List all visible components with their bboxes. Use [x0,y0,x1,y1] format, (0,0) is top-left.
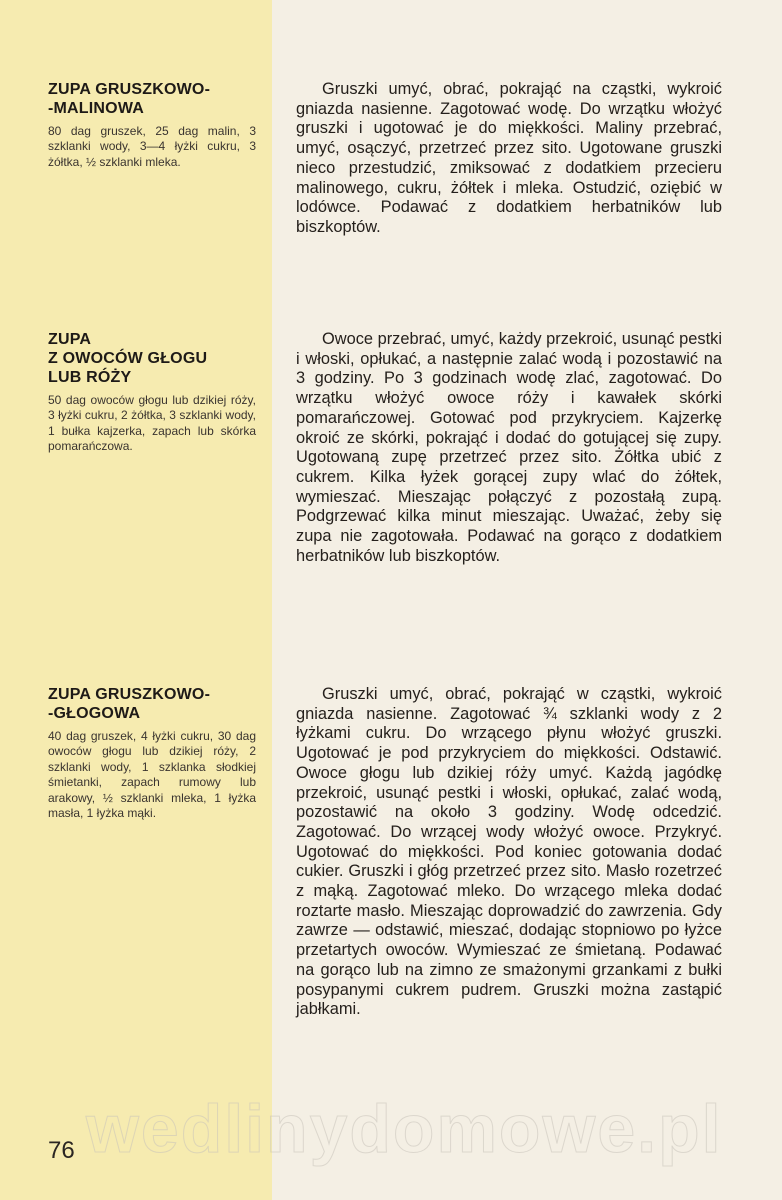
recipe-3-instructions: Gruszki umyć, obrać, pokrająć w cząstki, wykroić gniazda nasienne. Zagotować ¾ szklanki wody z 2 łyżkami cukru. Do wrzącego płynu włożyć gruszki. Ugotować je pod przykryciem do miękkości. Odstawić. Owoce głogu lub dzikiej róży umyć. Każdą jagódkę przekroić, usunąć pestki i włoski, opłukać, zalać wodą, pozostawić na około 3 godziny. Wodę odcedzić. Zagotować. Do wrzącej wody włożyć owoce. Przykryć. Ugotować do miękkości. Pod koniec gotowania dodać cukier. Gruszki i głóg przetrzeć przez sito. Masło rozetrzeć z mąką. Zagotować mleko. Do wrzącego mleka dodać roztarte masło. Mieszając doprowadzić do zawrzenia. Gdy zawrze — odstawić, mieszać, dodając stopniowo po łyżce przetartych owoców. Wymieszać ze śmietaną. Podawać na gorąco lub na zimno ze smażonymi grzankami z bułki posypanymi cukrem pudrem. Gruszki można zastąpić jabłkami. [296,685,722,1019]
recipe-2-sidebar [48,330,256,455]
recipe-2-title-line: ZUPA [48,331,92,348]
recipe-3-title-line: ZUPA GRUSZKOWO- [48,686,211,703]
recipe-3-sidebar [48,685,256,821]
watermark: wedlinydomowe.pl [86,1091,723,1167]
recipe-1-title [48,80,256,118]
recipe-3-title-line: -GŁOGOWA [48,705,141,722]
ingredients-column [0,0,272,1200]
recipe-3-ingredients: 40 dag gruszek, 4 łyżki cukru, 30 dag owoców głogu lub dzikiej róży, 2 szklanki wody, 1 szklanka słodkiej śmietanki, zapach rumowy lub arakowy, ½ szklanki mleka, 1 łyżka masła, 1 łyżka mąki. [48,729,256,821]
recipe-1-ingredients: 80 dag gruszek, 25 dag malin, 3 szklanki wody, 3—4 łyżki cukru, 3 żółtka, ½ szklanki mleka. [48,124,256,169]
recipe-2-ingredients: 50 dag owoców głogu lub dzikiej róży, 3 łyżki cukru, 2 żółtka, 3 szklanki wody, 1 bułka kajzerka, zapach lub skórka pomarańczowa. [48,393,256,454]
recipe-1-title-line: -MALINOWA [48,100,145,117]
recipe-3-title [48,685,256,723]
page-number: 76 [48,1137,75,1164]
recipe-1-title-line: ZUPA GRUSZKOWO- [48,81,211,98]
recipe-1-instructions: Gruszki umyć, obrać, pokrająć na cząstki, wykroić gniazda nasienne. Zagotować wodę. Do wrzątku włożyć gruszki i ugotować je do miękkości. Maliny przebrać, umyć, osączyć, przetrzeć przez sito. Ugotowane gruszki nieco przestudzić, zmiksować z dodatkiem przecieru malinowego, cukru, żółtek i mleka. Ostudzić, oziębić w lodówce. Podawać z dodatkiem herbatników lub biszkoptów. [296,80,722,236]
recipe-2-title-line: Z OWOCÓW GŁOGU [48,350,208,367]
recipe-2-title-line: LUB RÓŻY [48,369,132,386]
recipe-2-instructions: Owoce przebrać, umyć, każdy przekroić, usunąć pestki i włoski, opłukać, a następnie zalać wodą i pozostawić na 3 godziny. Po 3 godzinach wodę zlać, zagotować. Do wrzątku włożyć owoce róży i kawałek skórki pomarańczowej. Gotować pod przykryciem. Kajzerkę okroić ze skórki, pokrająć i dodać do gotującej się zupy. Ugotowaną zupę przetrzeć przez sito. Żółtka ubić z cukrem. Kilka łyżek gorącej zupy wlać do żółtek, wymieszać. Mieszając połączyć z pozostałą zupą. Podgrzewać kilka minut mieszając. Uważać, żeby się zupa nie zagotowała. Podawać na gorąco z dodatkiem herbatników lub biszkoptów. [296,330,722,565]
recipe-1-sidebar [48,80,256,170]
recipe-2-title [48,330,256,387]
